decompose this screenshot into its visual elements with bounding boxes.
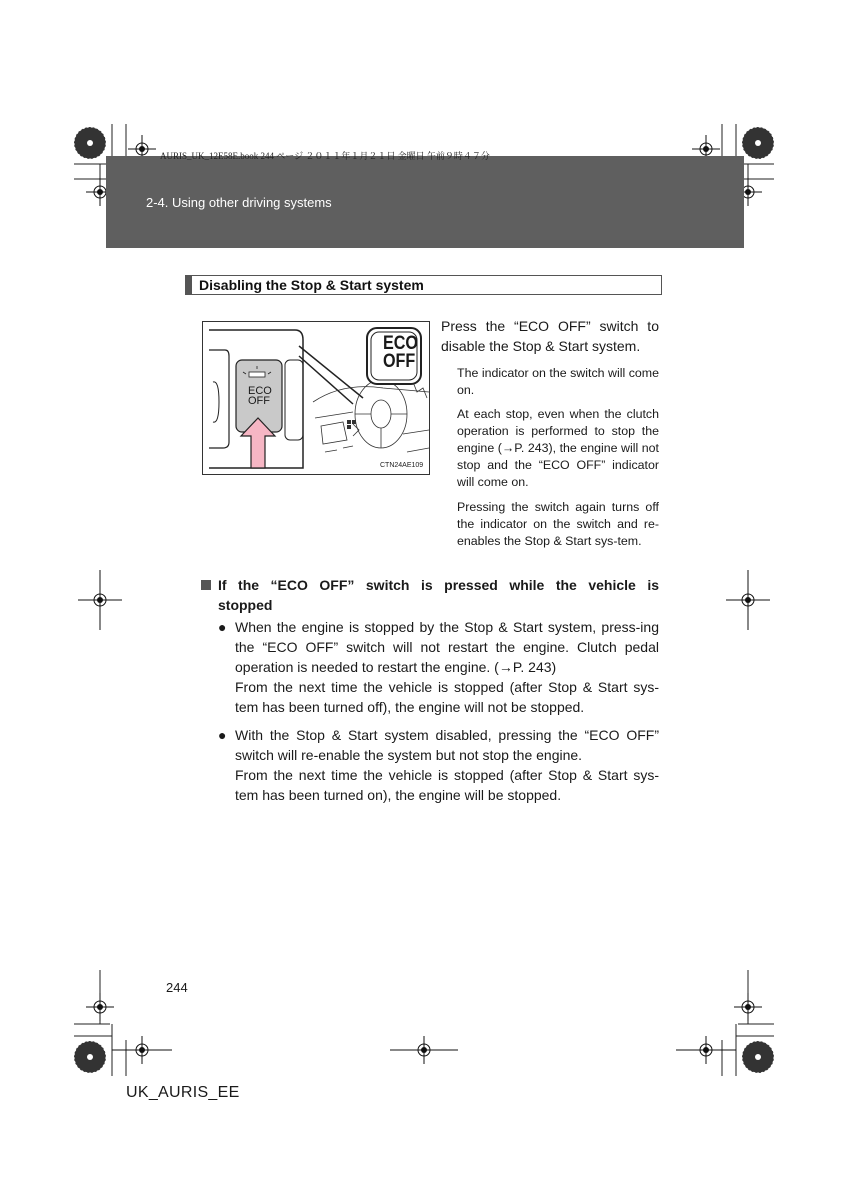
print-job-meta: AURIS_UK_12E58E.book 244 ページ ２０１１年１月２１日 金曜日 午前９時４７分 — [160, 151, 490, 161]
bullet-text: With the Stop & Start system disabled, pressing the “ECO OFF” switch will re-enable the system but not stop the engine. — [235, 727, 659, 763]
chapter-section-title: 2-4. Using other driving systems — [146, 195, 332, 210]
bullet-followup: From the next time the vehicle is stopped (after Stop & Start sys-tem has been turned on), the engine will be stopped. — [235, 767, 659, 803]
figure-code: CTN24AE109 — [380, 462, 424, 469]
bullet-dot-icon: ● — [218, 727, 227, 743]
bullet-text: When the engine is stopped by the Stop & Start system, press-ing the “ECO OFF” switch will not restart the engine. Clutch pedal operation is needed to restart the engine. (→P. 243) — [235, 619, 659, 675]
callout-label-eco: ECO — [383, 333, 419, 354]
switch-label-eco: ECO — [248, 385, 272, 397]
note-clutch-stop: At each stop, even when the clutch operation is performed to stop the engine (→P. 243), the engine will not stop and the “ECO OFF” indicator will come on. — [457, 407, 659, 489]
intro-text: Press the “ECO OFF” switch to disable the Stop & Start system. — [441, 318, 659, 354]
note-indicator-on: The indicator on the switch will come on. — [457, 366, 659, 397]
callout-label-off: OFF — [383, 351, 416, 372]
subsection-title-line1: If the “ECO OFF” switch is pressed while the vehicle is — [218, 577, 659, 593]
section-heading-marker — [185, 275, 192, 295]
note-reenable: Pressing the switch again turns off the indicator on the switch and re-enables the Stop & Start sys-tem. — [457, 500, 659, 548]
subsection-marker-icon — [201, 580, 211, 590]
switch-label-off: OFF — [248, 395, 270, 407]
subsection-title-line2: stopped — [218, 597, 273, 613]
subsection-heading — [201, 575, 659, 615]
document-code: UK_AURIS_EE — [126, 1084, 240, 1101]
page-number: 244 — [166, 980, 188, 995]
bullet-dot-icon: ● — [218, 619, 227, 635]
section-heading: Disabling the Stop & Start system — [199, 277, 424, 293]
bullet-followup: From the next time the vehicle is stopped (after Stop & Start sys-tem has been turned off), the engine will not be stopped. — [235, 679, 659, 715]
